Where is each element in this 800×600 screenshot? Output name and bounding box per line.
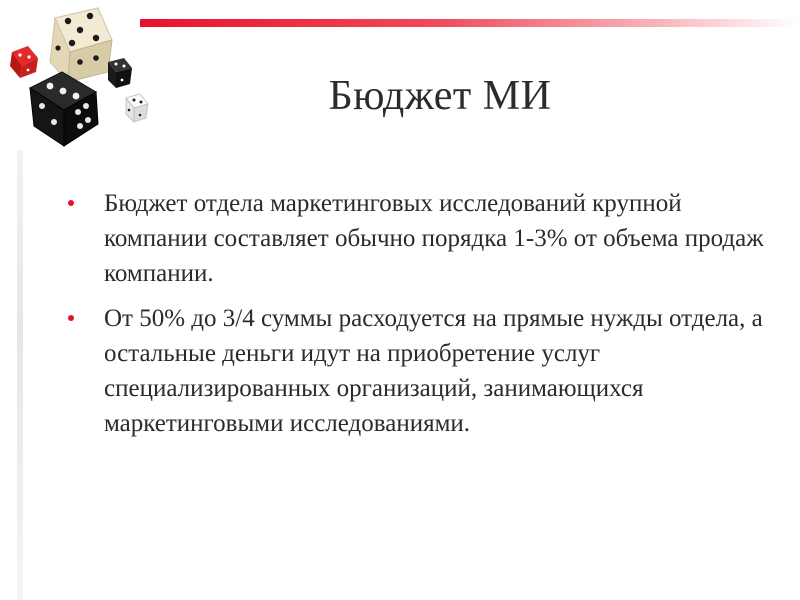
bullet-item bbox=[68, 186, 768, 291]
bullet-list bbox=[68, 186, 768, 451]
left-shadow-bar bbox=[17, 150, 23, 600]
bullet-marker-icon bbox=[68, 315, 74, 321]
top-accent-bar bbox=[140, 19, 800, 27]
bullet-text: Бюджет отдела маркетинговых исследований крупной компании составляет обычно порядка 1-3% от объема продаж компании. bbox=[104, 190, 764, 287]
slide-title: Бюджет МИ bbox=[328, 73, 552, 119]
bullet-item bbox=[68, 301, 768, 441]
cream-die-icon bbox=[50, 8, 112, 82]
bullet-text: От 50% до 3/4 суммы расходуется на прямые нужды отдела, а остальные деньги идут на приобретение услуг специализированных организаций, занимающихся маркетинговыми исследованиями. bbox=[104, 305, 763, 437]
bullet-marker-icon bbox=[68, 200, 74, 206]
